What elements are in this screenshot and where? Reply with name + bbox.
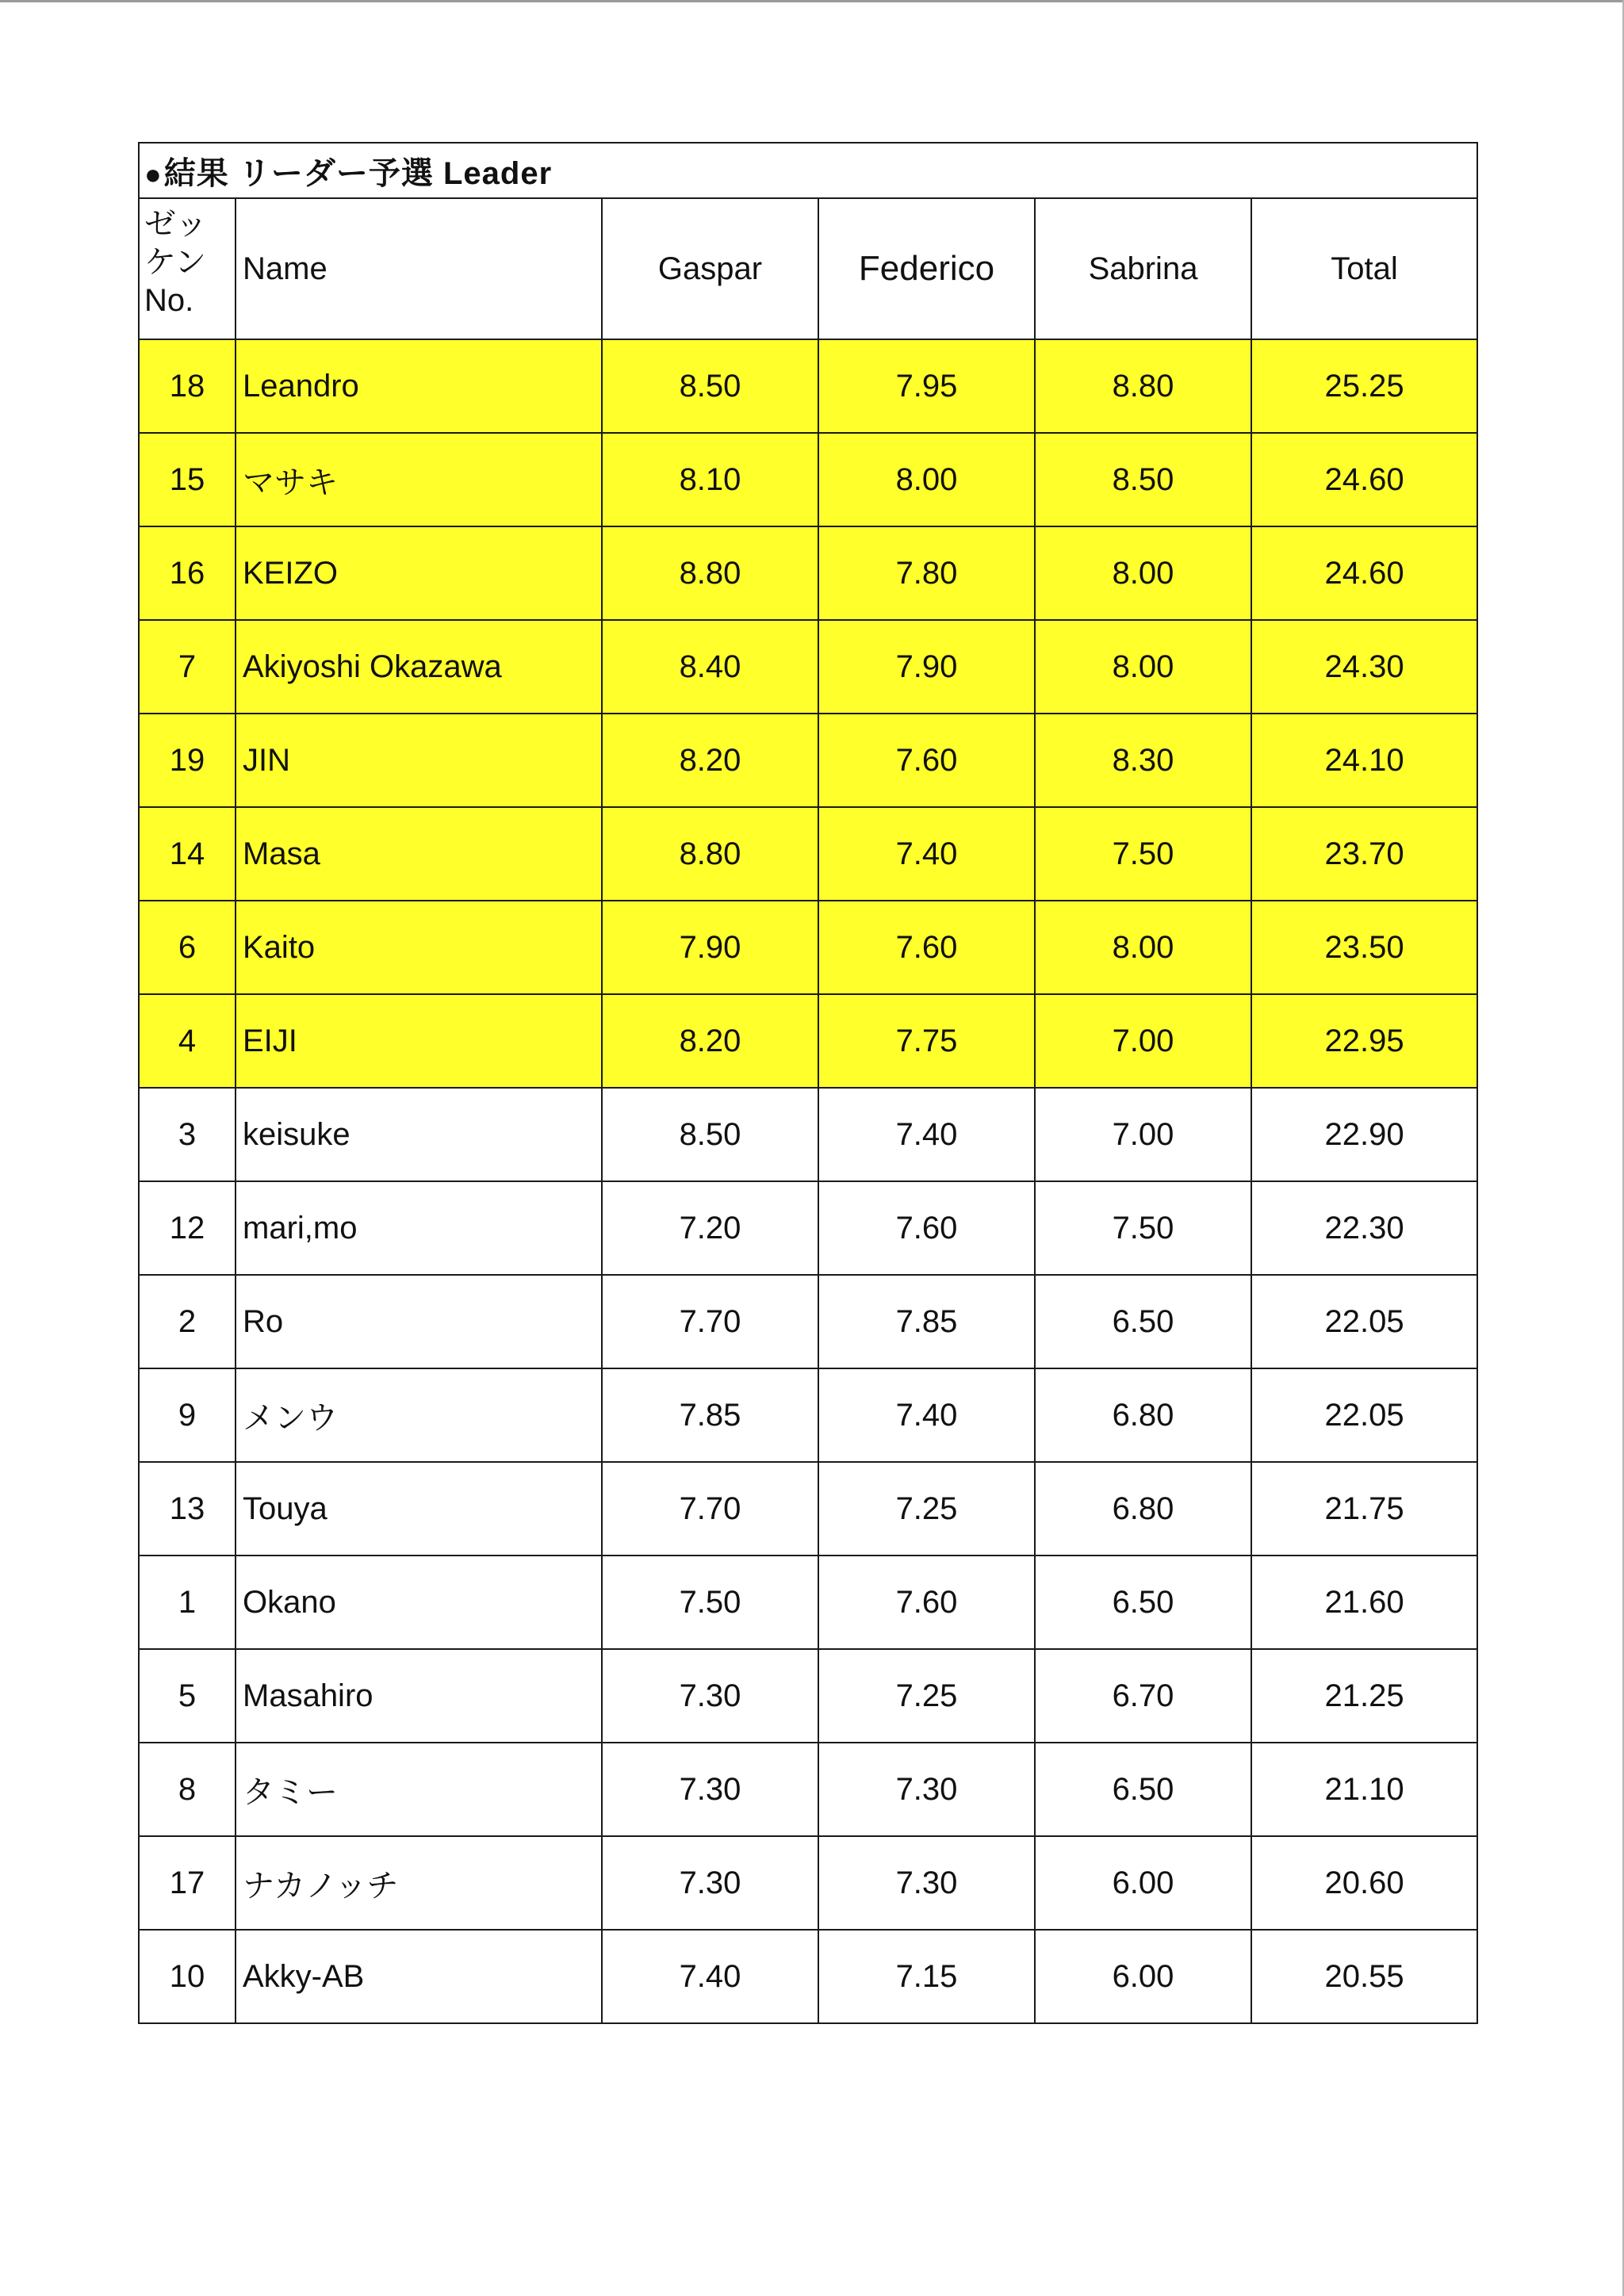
name-cell: keisuke — [236, 1088, 602, 1181]
bib-cell: 16 — [139, 526, 236, 620]
judge3-score-cell: 8.80 — [1035, 339, 1251, 433]
name-cell: Okano — [236, 1556, 602, 1649]
bib-cell: 2 — [139, 1275, 236, 1368]
judge3-score-cell: 6.80 — [1035, 1462, 1251, 1556]
total-score-cell: 22.05 — [1251, 1368, 1477, 1462]
judge1-score-cell: 7.85 — [602, 1368, 818, 1462]
name-cell: ナカノッチ — [236, 1836, 602, 1930]
table-row — [139, 901, 1477, 994]
total-score-cell: 21.25 — [1251, 1649, 1477, 1743]
judge3-score-cell: 6.70 — [1035, 1649, 1251, 1743]
table-title — [139, 143, 1477, 198]
name-cell: マサキ — [236, 433, 602, 526]
name-cell: タミー — [236, 1743, 602, 1836]
total-score-cell: 22.95 — [1251, 994, 1477, 1088]
bib-cell: 18 — [139, 339, 236, 433]
judge2-score-cell: 7.85 — [818, 1275, 1035, 1368]
judge3-score-cell: 8.00 — [1035, 901, 1251, 994]
total-score-cell: 22.30 — [1251, 1181, 1477, 1275]
results-table — [138, 142, 1478, 2024]
title-bullet: ● — [144, 157, 163, 190]
judge1-score-cell: 7.20 — [602, 1181, 818, 1275]
total-score-cell: 24.60 — [1251, 433, 1477, 526]
judge3-score-cell: 6.80 — [1035, 1368, 1251, 1462]
bib-cell: 5 — [139, 1649, 236, 1743]
judge3-score-cell: 7.50 — [1035, 807, 1251, 901]
judge3-score-cell: 8.00 — [1035, 526, 1251, 620]
judge1-score-cell: 8.80 — [602, 526, 818, 620]
name-cell: Kaito — [236, 901, 602, 994]
bib-cell: 12 — [139, 1181, 236, 1275]
judge2-score-cell: 7.25 — [818, 1462, 1035, 1556]
judge1-score-cell: 7.30 — [602, 1649, 818, 1743]
judge1-score-cell: 8.50 — [602, 339, 818, 433]
name-cell: Touya — [236, 1462, 602, 1556]
bib-cell: 10 — [139, 1930, 236, 2023]
judge2-score-cell: 7.60 — [818, 714, 1035, 807]
judge1-column-header: Gaspar — [602, 198, 818, 339]
bib-cell: 4 — [139, 994, 236, 1088]
judge2-score-cell: 7.40 — [818, 807, 1035, 901]
table-row — [139, 433, 1477, 526]
judge2-score-cell: 7.75 — [818, 994, 1035, 1088]
name-column-header: Name — [236, 198, 602, 339]
judge3-score-cell: 6.50 — [1035, 1556, 1251, 1649]
bib-cell: 8 — [139, 1743, 236, 1836]
name-cell: Akiyoshi Okazawa — [236, 620, 602, 714]
total-column-header: Total — [1251, 198, 1477, 339]
judge1-score-cell: 8.80 — [602, 807, 818, 901]
name-cell: Masa — [236, 807, 602, 901]
name-cell: Ro — [236, 1275, 602, 1368]
judge2-score-cell: 7.40 — [818, 1368, 1035, 1462]
total-score-cell: 23.70 — [1251, 807, 1477, 901]
judge1-score-cell: 8.10 — [602, 433, 818, 526]
bib-cell: 14 — [139, 807, 236, 901]
total-score-cell: 21.75 — [1251, 1462, 1477, 1556]
judge3-score-cell: 7.50 — [1035, 1181, 1251, 1275]
judge3-column-header: Sabrina — [1035, 198, 1251, 339]
bib-header-line-2: ケン — [144, 245, 206, 280]
judge1-score-cell: 7.70 — [602, 1462, 818, 1556]
judge2-score-cell: 7.15 — [818, 1930, 1035, 2023]
judge1-score-cell: 7.70 — [602, 1275, 818, 1368]
total-score-cell: 20.60 — [1251, 1836, 1477, 1930]
judge3-score-cell: 7.00 — [1035, 994, 1251, 1088]
table-row — [139, 714, 1477, 807]
name-cell: KEIZO — [236, 526, 602, 620]
judge3-score-cell: 7.00 — [1035, 1088, 1251, 1181]
judge3-score-cell: 6.00 — [1035, 1930, 1251, 2023]
total-score-cell: 22.90 — [1251, 1088, 1477, 1181]
judge2-score-cell: 7.25 — [818, 1649, 1035, 1743]
judge2-score-cell: 7.60 — [818, 901, 1035, 994]
judge1-score-cell: 7.30 — [602, 1836, 818, 1930]
table-row — [139, 1368, 1477, 1462]
judge2-score-cell: 7.95 — [818, 339, 1035, 433]
judge3-score-cell: 6.50 — [1035, 1743, 1251, 1836]
judge3-score-cell: 8.30 — [1035, 714, 1251, 807]
table-row — [139, 807, 1477, 901]
bib-cell: 15 — [139, 433, 236, 526]
table-row — [139, 1556, 1477, 1649]
bib-cell: 3 — [139, 1088, 236, 1181]
bib-cell: 1 — [139, 1556, 236, 1649]
bib-header-line-1: ゼッ — [144, 207, 208, 242]
table-row — [139, 1275, 1477, 1368]
judge2-score-cell: 7.60 — [818, 1181, 1035, 1275]
bib-cell: 19 — [139, 714, 236, 807]
name-cell: EIJI — [236, 994, 602, 1088]
table-row — [139, 1836, 1477, 1930]
total-score-cell: 24.30 — [1251, 620, 1477, 714]
judge1-score-cell: 8.40 — [602, 620, 818, 714]
judge1-score-cell: 7.40 — [602, 1930, 818, 2023]
scan-edge-top — [0, 0, 1624, 2]
title-text: 結果 リーダー予選 Leader — [163, 155, 553, 191]
judge1-score-cell: 7.90 — [602, 901, 818, 994]
header-row — [139, 198, 1477, 339]
name-cell: メンウ — [236, 1368, 602, 1462]
table-row — [139, 339, 1477, 433]
table-row — [139, 1181, 1477, 1275]
bib-cell: 7 — [139, 620, 236, 714]
judge2-score-cell: 7.80 — [818, 526, 1035, 620]
bib-cell: 9 — [139, 1368, 236, 1462]
bib-cell: 13 — [139, 1462, 236, 1556]
bib-column-header — [139, 198, 236, 339]
total-score-cell: 24.60 — [1251, 526, 1477, 620]
judge1-score-cell: 7.30 — [602, 1743, 818, 1836]
table-row — [139, 1462, 1477, 1556]
total-score-cell: 21.60 — [1251, 1556, 1477, 1649]
judge3-score-cell: 6.50 — [1035, 1275, 1251, 1368]
judge2-score-cell: 7.30 — [818, 1743, 1035, 1836]
judge1-score-cell: 8.20 — [602, 714, 818, 807]
judge3-score-cell: 8.50 — [1035, 433, 1251, 526]
judge1-score-cell: 8.20 — [602, 994, 818, 1088]
name-cell: Leandro — [236, 339, 602, 433]
judge2-score-cell: 7.40 — [818, 1088, 1035, 1181]
bib-cell: 6 — [139, 901, 236, 994]
name-cell: mari,mo — [236, 1181, 602, 1275]
judge2-score-cell: 7.30 — [818, 1836, 1035, 1930]
judge1-score-cell: 8.50 — [602, 1088, 818, 1181]
total-score-cell: 23.50 — [1251, 901, 1477, 994]
judge3-score-cell: 8.00 — [1035, 620, 1251, 714]
name-cell: Akky-AB — [236, 1930, 602, 2023]
total-score-cell: 25.25 — [1251, 339, 1477, 433]
bib-header-line-3: No. — [144, 283, 194, 318]
total-score-cell: 24.10 — [1251, 714, 1477, 807]
table-row — [139, 1743, 1477, 1836]
table-row — [139, 1649, 1477, 1743]
judge2-column-header: Federico — [818, 198, 1035, 339]
title-row — [139, 143, 1477, 198]
judge1-score-cell: 7.50 — [602, 1556, 818, 1649]
bib-cell: 17 — [139, 1836, 236, 1930]
total-score-cell: 20.55 — [1251, 1930, 1477, 2023]
name-cell: Masahiro — [236, 1649, 602, 1743]
judge2-score-cell: 7.90 — [818, 620, 1035, 714]
judge3-score-cell: 6.00 — [1035, 1836, 1251, 1930]
name-cell: JIN — [236, 714, 602, 807]
table-row — [139, 1088, 1477, 1181]
table-row — [139, 526, 1477, 620]
table-row — [139, 620, 1477, 714]
judge2-score-cell: 7.60 — [818, 1556, 1035, 1649]
total-score-cell: 21.10 — [1251, 1743, 1477, 1836]
judge2-score-cell: 8.00 — [818, 433, 1035, 526]
total-score-cell: 22.05 — [1251, 1275, 1477, 1368]
table-row — [139, 994, 1477, 1088]
table-row — [139, 1930, 1477, 2023]
